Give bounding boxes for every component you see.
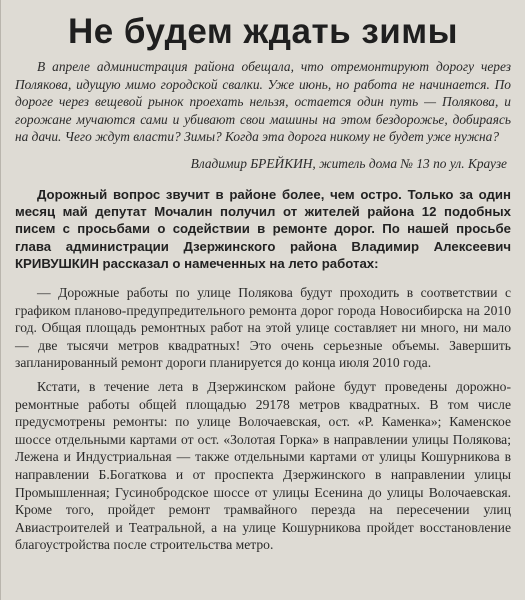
article-headline: Не будем ждать зимы — [67, 12, 459, 51]
editorial-intro: Дорожный вопрос звучит в районе более, чем остро. Только за один месяц май депутат Мочалин получил от жителей района 12 подобных писем с просьбами о содействии в ремонте дорог. По нашей просьбе глава администрации Дзержинского района Владимир Алексеевич КРИВУШКИН рассказал о намеченных на лето работах: — [15, 186, 511, 271]
article-paragraph-2: Кстати, в течение лета в Дзержинском районе будут проведены дорожно-ремонтные работы общей площадью 29178 метров квадратных. В том числе предусмотрены ремонты: по улице Волочаевская, ост. «Р. Каменка»; Каменское шоссе отдельными картами от ост. «Золотая Горка» в направлении улицы Полякова; Лежена и Индустриальная — также отдельными картами от улицы Кошурникова в направлении Б.Богаткова и от проспекта Дзержинского в направлении улицы Промышленная; Гусинобродское шоссе от улицы Есенина до улицы Волочаевская. Кроме того, пройдет ремонт трамвайного перезда на пересечении улиц Авиастроителей и Театральной, а на улице Кошурникова пройдет восстановление благоустройства после строительства метро. — [15, 378, 511, 553]
article-paragraph-1: — Дорожные работы по улице Полякова будут проходить в соответствии с графиком планово-предупредительного ремонта дорог города Новосибирска на 2010 год. Общая площадь ремонтных работ на этой улице составляет ни много, ни мало — две тысячи метров квадратных! Это очень серьезные объемы. Завершить запланированный ремонт дороги планируется до конца июля 2010 года. — [15, 284, 511, 371]
reader-letter: В апреле администрация района обещала, что отремонтируют дорогу через Полякова, идущую мимо городской свалки. Уже июнь, но работа не начинается. По дороге через вещевой рынок проехать нельзя, остается один путь — Полякова, и горожане мучаются сами и убивают свои машины на этом бездорожье, добираясь на дачи. Чего ждут власти? Зимы? Когда эта дорога никому не будет уже нужна? — [15, 59, 511, 145]
letter-signature: Владимир БРЕЙКИН, житель дома № 13 по ул. Краузе — [190, 155, 507, 171]
